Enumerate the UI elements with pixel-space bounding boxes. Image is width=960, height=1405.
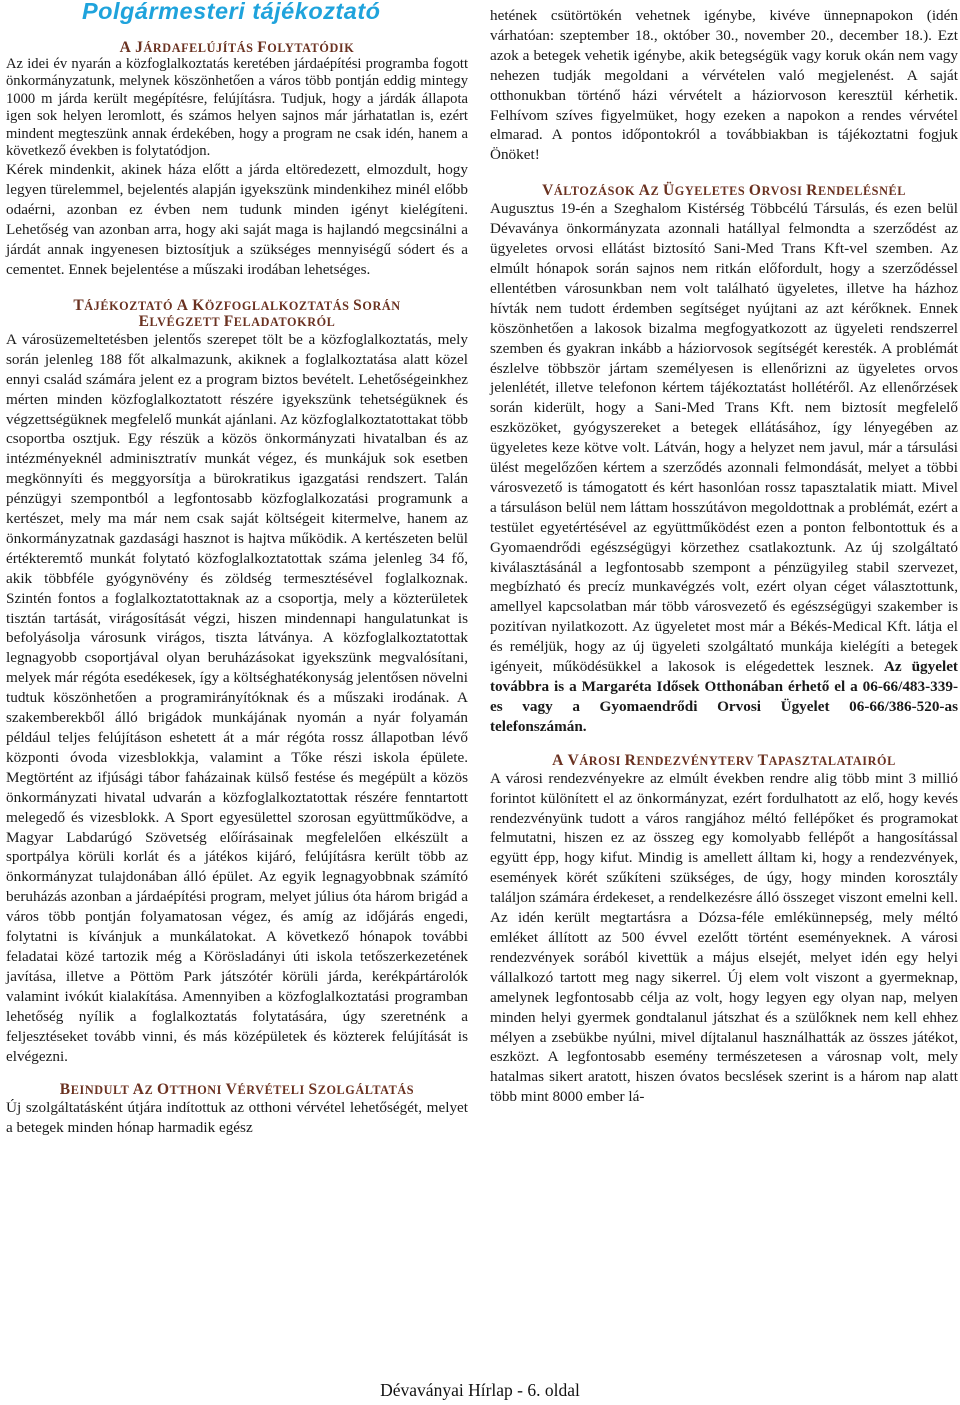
section-heading-kozfoglalkoztatas: TÁJÉKOZTATÓ A KÖZFOGLALKOZTATÁS SORÁN	[73, 296, 401, 314]
paragraph-ugyelet-text: Augusztus 19-én a Szeghalom Kistérség Többcélú Társulás, és ezen belül Dévaványa önkormányzata azonnali hatállyal felmondta a szerződést az ügyeletes orvosi ellátást biztosító Sani-Med Trans Kft-vel szemben. Az elmúlt hónapok során sajnos nem ritkán előfordult, hogy a szerződéssel ellentétben városunkban nem volt található ügyeletes, illetve ha házhoz hívták nem tudott érdemben segítséget nyújtani az azt kérőknek. Ennek köszönhetően a lakosok bizalma megfogyatkozott az ügyeleti rendszerrel szemben és gyakran inkább a háziorvosok segítségét keresték. A problémát észlelve többször jártam személyesen is ellenőrizni az ügyeletes orvos jelenlétét, illetve telefonon kértem tájékoztatást hollétéről. Az ellenőrzések során kiderült, hogy a Sani-Med Trans Kft. nem biztosít megfelelő eszközöket, gyógyszereket a betegek ellátásához, így lényegében az ügyeletes keze kötve volt. Látván, hogy a helyzet nem javul, már a társulási ülést megelőzően kértem a szerződés azonnali felmondását, melyet a többi városvezető is támogatott és kért hasonlóan rossz tapasztalatik miatt. Mivel a társuláson belül nem láttam hosszútávon megoldottnak a problémát, ezért a testület egyetértésével az együttműködést ezen a ponton felbontottuk és a Gyomaendrődi egészségügyi körzethez csatlakoztunk. Az új szolgáltató kiválasztásánál a legfontosabb szempont a pénzügyileg stabil szervezet, megbízható és precíz munkavégzés volt, ezért olyan céget választottunk, amellyel kapcsolatban már több városvezető és egészségügyi szakember is pozitívan nyilatkozott. Az ügyeletet most már a Békés-Medical Kft. látja el és reméljük, hogy az új ügyeleti szolgáltató munkája kielégíti a betegek igényeit, működésükkel a lakosok is elégedettek lesznek.	[490, 200, 958, 676]
section-heading-jarda: A JÁRDAFELÚJÍTÁS FOLYTATÓDIK	[119, 39, 355, 56]
section-heading-vervetel: BEINDULT AZ OTTHONI VÉRVÉTELI SZOLGÁLTATÁS	[59, 1081, 415, 1099]
left-column	[6, 40, 468, 1138]
paragraph-ugyelet-bold: Az ügyelet továbbra is a Margaréta Idősek Otthonában érhető el a 06-66/483-339-es vagy a Gyomaendrődi Orvosi Ügyelet 06-66/386-520-as telefonszámán.	[490, 658, 958, 735]
paragraph-rendezvenyterv: A városi rendezvényekre az elmúlt években rendre alig több mint 3 millió forintot különített el az önkormányzat, ezért fordulhatott az elő, hogy kevés rendezvényünk tudott a város rangjához méltó fellépőket és programokat felmutatni, hiszen ez az összeg egy komolyabb fellépőt a hangosítással együtt épp, hogy kifut. Mindig is amellett álltam ki, hogy a rendezvények, események körét szűkíteni szükséges, de úgy, hogy minden korosztály találjon számára érdekeset, a rendelkezésre álló összeget viszont emelni kell. Az idén került megtartásra a Dózsa-féle emlékünnepség, mely méltó emléket állított az 500 évvel ezelőtt történt eseményeknek. A városi rendezvények sorából kivettük a május elsejét, melyet idén egy helyi vállalkozó tartott meg nagy sikerrel. Új elem volt viszont a gyermeknap, amelynek legfontosabb célja az volt, hogy legyen egy olyan nap, melyen minden helyi gyermek gondtalanul játszhat és a szülőknek nem kell ehhez mélyen a zsebükbe nyúlni, mivel díjtalanul használhatták az összes játékot, eszközt. A legfontosabb esemény természetesen a városnap volt, mely hatalmas sikert aratott, hiszen óvatos becslések szerint is a három nap alatt több mint 8000 ember lá-	[490, 769, 958, 1106]
paragraph-jarda-2: Kérek mindenkit, akinek háza előtt a járda eltöredezett, elmozdult, hogy legyen türelemmel, bejelentés alapján igyekszünk mindenkihez minél előbb odaérni, azonban ez évben nem tudunk minden igényt kielégíteni. Lehetőség van azonban arra, hogy aki saját maga is hajlandó megcsinálni a járdát annak ingyenesen biztosítjuk a szükséges mennyiségű sódert és a cementet. Ennek bejelentése a műszaki irodában lehetséges.	[6, 161, 468, 278]
paragraph-vervetel-cont: hetének csütörtökén vehetnek igénybe, kivéve ünnepnapokon (idén várhatóan: szeptember 18., október 30., november 20., december 18.). Ezt azok a betegek vehetik igénybe, akik betegségük vagy koruk okán nem vagy nehezen tudják megoldani a vérvételen való megjelenést. A saját otthonukban történő házi vérvételt a háziorvoson keresztül kérhetik. Felhívom szíves figyelmüket, hogy ezeken a napokon a rendes vérvétel elmarad. A pontos időpontokról a továbbiakban is tájékoztatni fogjuk Önöket!	[490, 7, 958, 164]
section-heading-rendezvenyterv: A VÁROSI RENDEZVÉNYTERV TAPASZTALATAIRÓL	[552, 751, 896, 769]
section-heading-ugyelet: VÁLTOZÁSOK AZ ÜGYELETES ORVOSI RENDELÉSNÉL	[542, 182, 906, 200]
page-footer: Dévaványai Hírlap - 6. oldal	[380, 1380, 580, 1400]
paragraph-kozfoglalkoztatas: A városüzemeltetésben jelentős szerepet tölt be a közfoglalkoztatás, mely során jelenleg 188 főt alkalmazunk, akiknek a foglalkoztatása alatt közel ennyi család számára jelent ez a program biztos bevételt. Lehetőségeinkhez mérten minden közfoglalkoztatott részére igyekszünk tehetségüknek és végzettségüknek megfelelő munkát ajánlani. Az közfoglalkoztatottakat több csoportba osztjuk. Egy részük a közös önkormányzati hivatalban és az intézményeknél adminisztratív munkát végez, és munkájuk sok esetben megkönnyíti és meggyorsítja a bürokratikus igazgatási rendszert. Talán pénzügyi szempontból a legfontosabb közfoglalkozatási programunk a kertészet, mely ma már nem csak saját költségeit kitermelve, hanem az önkormányzatnak gazdasági hasznot is hajtva működik. A kertészeten belül értékteremtő munkát folytató közfoglalkoztatottak száma jelenleg 34 fő, akik többféle gyógynövény és zöldség termesztésével foglalkoznak. Szintén fontos a foglalkoztatottaknak az a csoportja, mely a közterületek tisztán tartását, virágosítását végzi, hiszen mindennapi hangulatunkat is befolyásolja városunk virágos, tiszta látványa. A közfoglalkoztatottak legnagyobb csoportjával olyan beruházásokat igyekszünk megvalósítani, melyek már régóta esedékesek, így a költséghatékonyság jelentősen növelni tudtuk köszönhetően a programirányítóknak és a műszaki irodának. A szakemberekből álló brigádok munkájának nyomán a nyár folyamán például teljes felújításon eshetett át a már régóta rossz állapotban lévő központi óvoda vizesblokkja, valamint a Tőke részi iskola épülete. Megtörtént az ifjúsági tábor faházainak külső festése és megépült a közös önkormányzati hivatal udvarán a közfoglalkoztatottak részére fenntartott melegedő és vizesblokk. A Sport egyesülettel szorosan együttműködve, a Magyar Labdarúgó Szövetség előírásainak megfelelően elkészült a sportpálya körüli korlát és a játékos kijáró, felújításra került több az önkormányzat tulajdonában álló épület. Az egyik legnagyobbnak számító beruházás azonban a járdaépítési program, melyet július óta három brigád a város több pontján folyamatosan végez, és amíg az időjárás engedi, folytatni is kívánjuk a munkálatokat. A következő hónapok további feladatai közé tartozik még a Körösladányi úti iskola tetőszerkezetének javítása, illetve a Pöttöm Park játszótér körüli járda, kerékpártárolók valamint ivókút kialakítása. Amennyiben a közfoglalkoztatási programban lehetőség nyílik a foglalkoztatás folytatására, úgy szeretnénk a feljesztéseket tovább vinni, és más középületek és közterek felújítását is elvégezni.	[6, 330, 468, 1065]
section-heading-kozfoglalkoztatas-line2: ELVÉGZETT FELADATOKRÓL	[138, 312, 336, 330]
paragraph-jarda-1: Az idei év nyarán a közfoglalkoztatás keretében járdaépítési programba fogott önkormányzatunk, melynek köszönhetően a város több pontján eddig mintegy 1000 m járda került megépítésre, felújításra. Tudjuk, hogy a járdák állapota igen sok helyen leromlott, és számos helyen sajnos már járhatatlan is, ezért mindent megteszünk annak érdekében, hogy a program ne csak idén, hanem a következő években is folytatódjon.	[6, 56, 468, 160]
right-column	[490, 6, 958, 1107]
paragraph-ugyelet	[490, 199, 958, 736]
page-title: Polgármesteri tájékoztató	[82, 0, 381, 24]
paragraph-vervetel-start: Új szolgáltatásként útjára indítottuk az otthoni vérvétel lehetőségét, melyet a betegek minden hónap harmadik egész	[6, 1099, 468, 1137]
